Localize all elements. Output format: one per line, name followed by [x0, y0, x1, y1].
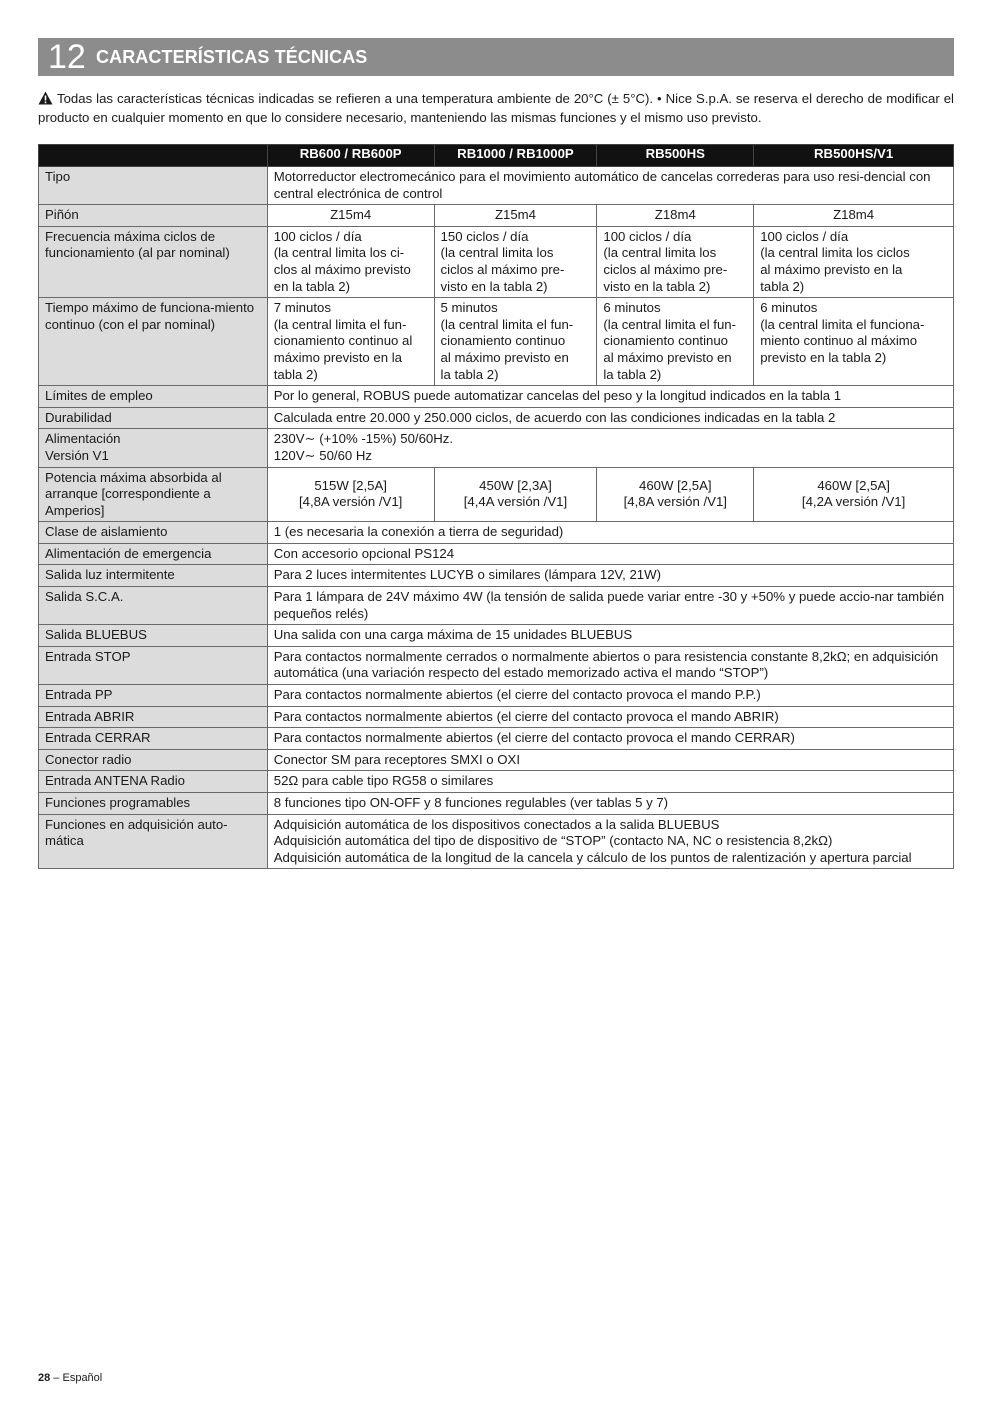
row-label: Tiempo máximo de funciona-miento continuo (con el par nominal): [39, 298, 268, 386]
table-row: [39, 429, 954, 467]
cell-value: 5 minutos (la central limita el fun- cionamiento continuo al máximo previsto en la tabla 2): [434, 298, 597, 386]
row-label: Potencia máxima absorbida al arranque [correspondiente a Amperios]: [39, 467, 268, 522]
row-label: Salida S.C.A.: [39, 587, 268, 625]
cell-value: 6 minutos (la central limita el funciona- miento continuo al máximo previsto en la tabla 2): [754, 298, 954, 386]
row-value: Para contactos normalmente abiertos (el cierre del contacto provoca el mando ABRIR): [267, 706, 953, 728]
cell-value: 100 ciclos / día (la central limita los ciclos al máximo previsto en la tabla 2): [754, 226, 954, 297]
row-value: Motorreductor electromecánico para el movimiento automático de cancelas correderas para uso resi-dencial con central electrónica de control: [267, 167, 953, 205]
header-blank: [39, 145, 268, 167]
warning-note: [38, 90, 954, 126]
section-title: CARACTERÍSTICAS TÉCNICAS: [96, 46, 368, 67]
row-value: Una salida con una carga máxima de 15 unidades BLUEBUS: [267, 625, 953, 647]
row-value: 230V∼ (+10% -15%) 50/60Hz. 120V∼ 50/60 Hz: [267, 429, 953, 467]
row-label: Tipo: [39, 167, 268, 205]
footer-language: Español: [62, 1372, 103, 1384]
row-value: Con accesorio opcional PS124: [267, 543, 953, 565]
cell-value: 460W [2,5A] [4,2A versión /V1]: [754, 467, 954, 522]
cell-value: 100 ciclos / día (la central limita los ci- clos al máximo previsto en la tabla 2): [267, 226, 434, 297]
row-value: 1 (es necesaria la conexión a tierra de seguridad): [267, 522, 953, 544]
row-label: Alimentación Versión V1: [39, 429, 268, 467]
row-label: Salida BLUEBUS: [39, 625, 268, 647]
table-row: [39, 167, 954, 205]
row-value: Para 2 luces intermitentes LUCYB o similares (lámpara 12V, 21W): [267, 565, 953, 587]
row-label: Conector radio: [39, 749, 268, 771]
row-value: Para contactos normalmente abiertos (el cierre del contacto provoca el mando CERRAR): [267, 728, 953, 750]
row-label: Entrada STOP: [39, 646, 268, 684]
header-rb600: RB600 / RB600P: [267, 145, 434, 167]
table-header-row: [39, 145, 954, 167]
table-row: [39, 685, 954, 707]
cell-value: 460W [2,5A] [4,8A versión /V1]: [597, 467, 754, 522]
specs-table: [38, 144, 954, 869]
note-text: Todas las características técnicas indicadas se refieren a una temperatura ambiente de 20°C (± 5°C). • Nice S.p.A. se reserva el derecho de modificar el producto en cualquier momento en que lo considere necesario, manteniendo las mismas funciones y el mismo uso previsto.: [38, 91, 954, 125]
table-row: [39, 298, 954, 386]
row-label: Durabilidad: [39, 407, 268, 429]
warning-icon: [38, 91, 53, 109]
table-row: [39, 522, 954, 544]
header-rb500hs: RB500HS: [597, 145, 754, 167]
table-row: [39, 543, 954, 565]
row-label: Clase de aislamiento: [39, 522, 268, 544]
table-row: [39, 706, 954, 728]
row-label: Frecuencia máxima ciclos de funcionamiento (al par nominal): [39, 226, 268, 297]
row-label: Piñón: [39, 205, 268, 227]
cell-value: 7 minutos (la central limita el fun- cionamiento continuo al máximo previsto en la tabla 2): [267, 298, 434, 386]
row-value: Para 1 lámpara de 24V máximo 4W (la tensión de salida puede variar entre -30 y +50% y puede accio-nar también pequeños relés): [267, 587, 953, 625]
page-number: 28: [38, 1372, 51, 1384]
footer-separator: –: [50, 1372, 63, 1384]
row-value: Calculada entre 20.000 y 250.000 ciclos, de acuerdo con las condiciones indicadas en la tabla 2: [267, 407, 953, 429]
cell-value: Z15m4: [267, 205, 434, 227]
cell-value: Z18m4: [754, 205, 954, 227]
table-row: [39, 646, 954, 684]
row-label: Funciones programables: [39, 793, 268, 815]
row-label: Entrada ABRIR: [39, 706, 268, 728]
row-value: Conector SM para receptores SMXI o OXI: [267, 749, 953, 771]
page-footer: [38, 1372, 102, 1384]
row-label: Funciones en adquisición auto-mática: [39, 814, 268, 869]
header-rb1000: RB1000 / RB1000P: [434, 145, 597, 167]
row-value: Adquisición automática de los dispositivos conectados a la salida BLUEBUS Adquisición automática del tipo de dispositivo de “STOP” (contacto NA, NC o resistencia 8,2kΩ) Adquisición automática de la longitud de la cancela y cálculo de los puntos de ralentización y apertura parcial: [267, 814, 953, 869]
row-label: Entrada PP: [39, 685, 268, 707]
table-row: [39, 587, 954, 625]
section-header: [38, 38, 954, 76]
cell-value: 100 ciclos / día (la central limita los ciclos al máximo pre- visto en la tabla 2): [597, 226, 754, 297]
table-row: [39, 226, 954, 297]
cell-value: 515W [2,5A] [4,8A versión /V1]: [267, 467, 434, 522]
row-label: Alimentación de emergencia: [39, 543, 268, 565]
cell-value: Z18m4: [597, 205, 754, 227]
row-label: Entrada ANTENA Radio: [39, 771, 268, 793]
row-label: Límites de empleo: [39, 386, 268, 408]
row-value: Para contactos normalmente abiertos (el cierre del contacto provoca el mando P.P.): [267, 685, 953, 707]
cell-value: 150 ciclos / día (la central limita los ciclos al máximo pre- visto en la tabla 2): [434, 226, 597, 297]
row-value: Para contactos normalmente cerrados o normalmente abiertos o para resistencia constante 8,2kΩ; en adquisición automática (una variación respecto del estado memorizado activa el mando “STOP”): [267, 646, 953, 684]
table-row: [39, 814, 954, 869]
cell-value: Z15m4: [434, 205, 597, 227]
table-row: [39, 749, 954, 771]
table-row: [39, 565, 954, 587]
table-row: [39, 771, 954, 793]
table-row: [39, 407, 954, 429]
cell-value: 450W [2,3A] [4,4A versión /V1]: [434, 467, 597, 522]
row-value: 52Ω para cable tipo RG58 o similares: [267, 771, 953, 793]
table-row: [39, 386, 954, 408]
table-row: [39, 793, 954, 815]
row-label: Salida luz intermitente: [39, 565, 268, 587]
cell-value: 6 minutos (la central limita el fun- cionamiento continuo al máximo previsto en la tabla 2): [597, 298, 754, 386]
header-rb500hs-v1: RB500HS/V1: [754, 145, 954, 167]
table-row: [39, 625, 954, 647]
row-value: Por lo general, ROBUS puede automatizar cancelas del peso y la longitud indicados en la tabla 1: [267, 386, 953, 408]
table-row: [39, 728, 954, 750]
table-row: [39, 467, 954, 522]
row-value: 8 funciones tipo ON-OFF y 8 funciones regulables (ver tablas 5 y 7): [267, 793, 953, 815]
table-row: [39, 205, 954, 227]
section-number: 12: [48, 38, 86, 76]
row-label: Entrada CERRAR: [39, 728, 268, 750]
